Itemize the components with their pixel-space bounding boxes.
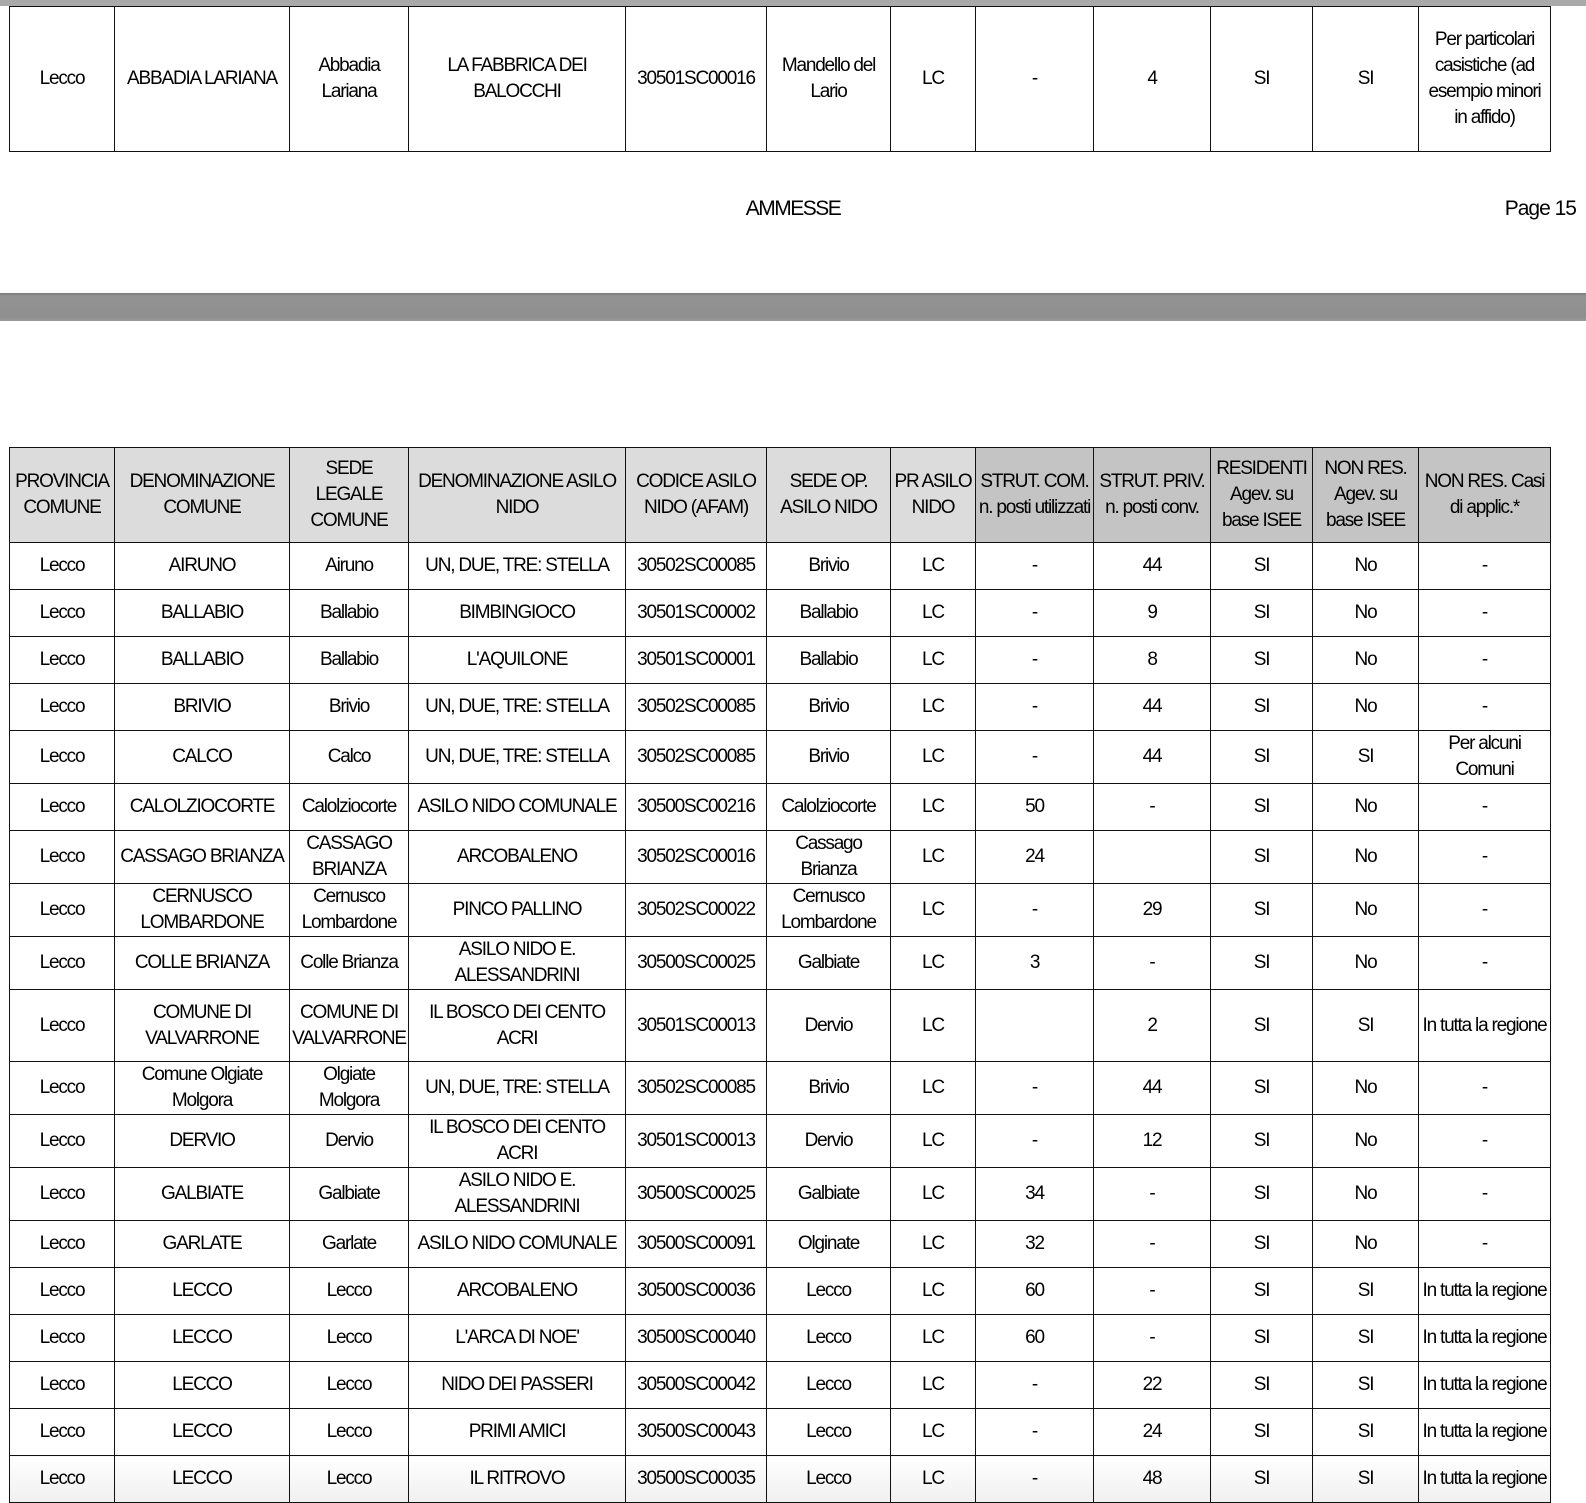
table-cell: Lecco: [10, 637, 115, 684]
table-cell: 2: [1094, 990, 1211, 1062]
table-cell: SI: [1211, 590, 1313, 637]
table-cell: No: [1313, 1115, 1419, 1168]
table-cell: SI: [1211, 1168, 1313, 1221]
table-cell: Ballabio: [767, 637, 891, 684]
table-cell: Lecco: [767, 1409, 891, 1456]
table-row: [10, 784, 1551, 831]
table-cell: LC: [891, 937, 976, 990]
table-cell: Lecco: [290, 1362, 409, 1409]
table-cell: Lecco: [10, 937, 115, 990]
table-cell: IL BOSCO DEI CENTO ACRI: [409, 990, 626, 1062]
table-cell: In tutta la regione: [1419, 1268, 1551, 1315]
header-non-res-agev: NON RES. Agev. su base ISEE: [1313, 448, 1419, 543]
table-cell: -: [976, 637, 1094, 684]
table-cell: 60: [976, 1268, 1094, 1315]
table-cell: In tutta la regione: [1419, 990, 1551, 1062]
table-cell: ARCOBALENO: [409, 831, 626, 884]
table-cell: GARLATE: [115, 1221, 290, 1268]
table-cell: ASILO NIDO COMUNALE: [409, 784, 626, 831]
table-cell: Lecco: [10, 1268, 115, 1315]
table-cell: Galbiate: [767, 1168, 891, 1221]
table-cell: ASILO NIDO COMUNALE: [409, 1221, 626, 1268]
table-cell: No: [1313, 543, 1419, 590]
table-cell: Lecco: [10, 7, 115, 152]
table-row: [10, 1409, 1551, 1456]
table-cell: LA FABBRICA DEI BALOCCHI: [409, 7, 626, 152]
table-cell: -: [976, 1456, 1094, 1503]
table-cell: LECCO: [115, 1409, 290, 1456]
table-cell: Dervio: [767, 990, 891, 1062]
table-cell: Olginate: [767, 1221, 891, 1268]
table-cell: Lecco: [10, 1062, 115, 1115]
table-cell: -: [976, 731, 1094, 784]
table-cell: Lecco: [10, 990, 115, 1062]
table-cell: Calolziocorte: [767, 784, 891, 831]
table-cell: 29: [1094, 884, 1211, 937]
table-row: [10, 884, 1551, 937]
table-cell: 30500SC00040: [626, 1315, 767, 1362]
table-cell: L'AQUILONE: [409, 637, 626, 684]
table-cell: No: [1313, 784, 1419, 831]
table-cell: Per alcuni Comuni: [1419, 731, 1551, 784]
table-cell: 30502SC00085: [626, 543, 767, 590]
table-cell: No: [1313, 937, 1419, 990]
table-cell: DERVIO: [115, 1115, 290, 1168]
table-cell: -: [1419, 1221, 1551, 1268]
table-cell: 30501SC00016: [626, 7, 767, 152]
table-cell: 30500SC00042: [626, 1362, 767, 1409]
table-cell: Lecco: [767, 1456, 891, 1503]
table-cell: SI: [1211, 990, 1313, 1062]
table-cell: CERNUSCO LOMBARDONE: [115, 884, 290, 937]
table-cell: Lecco: [10, 1221, 115, 1268]
header-residenti: RESIDENTI Agev. su base ISEE: [1211, 448, 1313, 543]
table-cell: 50: [976, 784, 1094, 831]
table-cell: SI: [1211, 884, 1313, 937]
table-cell: LC: [891, 1409, 976, 1456]
table-cell: Calolziocorte: [290, 784, 409, 831]
table-cell: 22: [1094, 1362, 1211, 1409]
table-cell: Lecco: [290, 1409, 409, 1456]
table-cell: SI: [1211, 784, 1313, 831]
table-cell: LECCO: [115, 1456, 290, 1503]
table-cell: SI: [1211, 1221, 1313, 1268]
table-cell: Calco: [290, 731, 409, 784]
table-cell: IL BOSCO DEI CENTO ACRI: [409, 1115, 626, 1168]
table-cell: Lecco: [290, 1268, 409, 1315]
table-cell: -: [1419, 543, 1551, 590]
table-cell: SI: [1211, 684, 1313, 731]
table-cell: LC: [891, 831, 976, 884]
table-cell: SI: [1211, 731, 1313, 784]
header-denominazione-asilo-nido: DENOMINAZIONE ASILO NIDO: [409, 448, 626, 543]
table-cell: Olgiate Molgora: [290, 1062, 409, 1115]
table-cell: 34: [976, 1168, 1094, 1221]
table-cell: Galbiate: [290, 1168, 409, 1221]
header-strut-priv: STRUT. PRIV. n. posti conv.: [1094, 448, 1211, 543]
table-cell: Lecco: [290, 1315, 409, 1362]
table-cell: SI: [1313, 1268, 1419, 1315]
table-cell: LC: [891, 684, 976, 731]
table-cell: LC: [891, 1221, 976, 1268]
table-cell: Ballabio: [290, 637, 409, 684]
table-cell: Lecco: [767, 1315, 891, 1362]
table-cell: SI: [1211, 937, 1313, 990]
table-cell: CALCO: [115, 731, 290, 784]
table-cell: NIDO DEI PASSERI: [409, 1362, 626, 1409]
table-cell: SI: [1313, 1456, 1419, 1503]
table-cell: UN, DUE, TRE: STELLA: [409, 731, 626, 784]
table-cell: 30501SC00002: [626, 590, 767, 637]
table-cell: -: [1419, 1062, 1551, 1115]
table-cell: No: [1313, 684, 1419, 731]
table-cell: -: [1419, 684, 1551, 731]
table-row: [10, 1315, 1551, 1362]
table-cell: SI: [1313, 1409, 1419, 1456]
table-cell: 4: [1094, 7, 1211, 152]
table-cell: BALLABIO: [115, 637, 290, 684]
header-strut-com: STRUT. COM. n. posti utilizzati: [976, 448, 1094, 543]
table-cell: UN, DUE, TRE: STELLA: [409, 1062, 626, 1115]
table-cell: Lecco: [10, 543, 115, 590]
table-cell: L'ARCA DI NOE': [409, 1315, 626, 1362]
table-cell: 30500SC00216: [626, 784, 767, 831]
table-row: [10, 1062, 1551, 1115]
table-cell: -: [1419, 637, 1551, 684]
table-cell: 12: [1094, 1115, 1211, 1168]
table-cell: 48: [1094, 1456, 1211, 1503]
table-cell: BIMBINGIOCO: [409, 590, 626, 637]
table-cell: Lecco: [10, 1409, 115, 1456]
table-cell: Airuno: [290, 543, 409, 590]
page-footer-title: AMMESSE: [745, 197, 841, 220]
table-cell: Lecco: [10, 1168, 115, 1221]
header-provincia-comune: PROVINCIA COMUNE: [10, 448, 115, 543]
table-cell: 24: [1094, 1409, 1211, 1456]
table-cell: 30502SC00085: [626, 1062, 767, 1115]
table-cell: Lecco: [10, 684, 115, 731]
table-cell: No: [1313, 831, 1419, 884]
table-cell: Mandello del Lario: [767, 7, 891, 152]
table-cell: No: [1313, 884, 1419, 937]
table-cell: Dervio: [767, 1115, 891, 1168]
table-cell: COMUNE DI VALVARRONE: [290, 990, 409, 1062]
table-cell: 30501SC00013: [626, 990, 767, 1062]
table-cell: 30502SC00016: [626, 831, 767, 884]
table-cell: No: [1313, 1221, 1419, 1268]
table-cell: 30500SC00035: [626, 1456, 767, 1503]
table-cell: 30500SC00025: [626, 1168, 767, 1221]
table-cell: LC: [891, 884, 976, 937]
table-cell: PRIMI AMICI: [409, 1409, 626, 1456]
table-cell: UN, DUE, TRE: STELLA: [409, 543, 626, 590]
table-cell: COLLE BRIANZA: [115, 937, 290, 990]
table-cell: 30500SC00043: [626, 1409, 767, 1456]
table-cell: Lecco: [10, 1315, 115, 1362]
table-row: [10, 1268, 1551, 1315]
table-cell: UN, DUE, TRE: STELLA: [409, 684, 626, 731]
table-cell: LC: [891, 590, 976, 637]
table-cell: 3: [976, 937, 1094, 990]
table-cell: LECCO: [115, 1315, 290, 1362]
table-cell: SI: [1211, 831, 1313, 884]
ammesse-table: [9, 447, 1551, 1503]
table-cell: LC: [891, 1268, 976, 1315]
table-row: [10, 831, 1551, 884]
table-cell: SI: [1313, 1315, 1419, 1362]
table-cell: Ballabio: [767, 590, 891, 637]
table-row: [10, 1168, 1551, 1221]
table-cell: 8: [1094, 637, 1211, 684]
table-cell: [1094, 831, 1211, 884]
table-cell: Abbadia Lariana: [290, 7, 409, 152]
table-cell: IL RITROVO: [409, 1456, 626, 1503]
table-row: [10, 543, 1551, 590]
table-cell: No: [1313, 1168, 1419, 1221]
table-cell: BRIVIO: [115, 684, 290, 731]
table-cell: -: [1094, 1168, 1211, 1221]
table-cell: 30500SC00091: [626, 1221, 767, 1268]
table-cell: BALLABIO: [115, 590, 290, 637]
table-cell: Brivio: [290, 684, 409, 731]
table-cell: LC: [891, 784, 976, 831]
table-cell: LC: [891, 1456, 976, 1503]
table-cell: -: [1094, 784, 1211, 831]
header-sede-legale-comune: SEDE LEGALE COMUNE: [290, 448, 409, 543]
table-cell: -: [1419, 590, 1551, 637]
table-cell: LC: [891, 731, 976, 784]
table-cell: LC: [891, 1115, 976, 1168]
table-cell: No: [1313, 590, 1419, 637]
table-cell: Colle Brianza: [290, 937, 409, 990]
table-cell: -: [1094, 1315, 1211, 1362]
table-header-row: [10, 448, 1551, 543]
table-row: [10, 1115, 1551, 1168]
table-cell: -: [1094, 1268, 1211, 1315]
table-row: [10, 1362, 1551, 1409]
table-cell: In tutta la regione: [1419, 1315, 1551, 1362]
table-cell: LC: [891, 990, 976, 1062]
table-cell: 44: [1094, 1062, 1211, 1115]
table-cell: -: [976, 543, 1094, 590]
table-cell: 30500SC00025: [626, 937, 767, 990]
table-cell: In tutta la regione: [1419, 1409, 1551, 1456]
table-cell: ABBADIA LARIANA: [115, 7, 290, 152]
table-row: [10, 731, 1551, 784]
table-cell: SI: [1211, 1062, 1313, 1115]
table-row: [10, 1221, 1551, 1268]
table-cell: CALOLZIOCORTE: [115, 784, 290, 831]
table-cell: LECCO: [115, 1268, 290, 1315]
table-cell: LC: [891, 543, 976, 590]
table-cell: SI: [1211, 1456, 1313, 1503]
table-cell: -: [1419, 937, 1551, 990]
table-cell: LC: [891, 1315, 976, 1362]
table-row: [10, 637, 1551, 684]
page-separator: [0, 293, 1586, 321]
table-cell: [976, 990, 1094, 1062]
table-cell: Lecco: [290, 1456, 409, 1503]
table-cell: LC: [891, 1168, 976, 1221]
table-cell: SI: [1211, 637, 1313, 684]
table-cell: 30502SC00022: [626, 884, 767, 937]
table-cell: -: [1419, 1168, 1551, 1221]
table-cell: COMUNE DI VALVARRONE: [115, 990, 290, 1062]
table-cell: Ballabio: [290, 590, 409, 637]
table-cell: 30500SC00036: [626, 1268, 767, 1315]
table-cell: CASSAGO BRIANZA: [115, 831, 290, 884]
table-cell: GALBIATE: [115, 1168, 290, 1221]
table-cell: -: [976, 7, 1094, 152]
table-cell: 60: [976, 1315, 1094, 1362]
table-cell: 30502SC00085: [626, 731, 767, 784]
table-row: [10, 990, 1551, 1062]
table-cell: Lecco: [10, 784, 115, 831]
table-cell: 30501SC00001: [626, 637, 767, 684]
table-cell: -: [1419, 831, 1551, 884]
table-cell: 44: [1094, 731, 1211, 784]
table-cell: SI: [1313, 731, 1419, 784]
table-cell: -: [976, 1115, 1094, 1168]
table-cell: PINCO PALLINO: [409, 884, 626, 937]
table-cell: Dervio: [290, 1115, 409, 1168]
table-cell: LC: [891, 1362, 976, 1409]
table-cell: Lecco: [10, 831, 115, 884]
table-cell: ASILO NIDO E. ALESSANDRINI: [409, 1168, 626, 1221]
table-cell: LC: [891, 637, 976, 684]
table-row: [10, 684, 1551, 731]
table-cell: SI: [1211, 1409, 1313, 1456]
table-cell: -: [1419, 1115, 1551, 1168]
table-cell: 44: [1094, 543, 1211, 590]
table-cell: SI: [1211, 1315, 1313, 1362]
header-pr-asilo-nido: PR ASILO NIDO: [891, 448, 976, 543]
table-cell: 24: [976, 831, 1094, 884]
table-cell: -: [1419, 784, 1551, 831]
table-row: [10, 590, 1551, 637]
table-cell: Lecco: [767, 1362, 891, 1409]
header-codice-asilo-nido: CODICE ASILO NIDO (AFAM): [626, 448, 767, 543]
table-cell: In tutta la regione: [1419, 1362, 1551, 1409]
header-non-res-casi: NON RES. Casi di applic.*: [1419, 448, 1551, 543]
table-cell: Cernusco Lombardone: [767, 884, 891, 937]
table-cell: LC: [891, 1062, 976, 1115]
table-cell: Cassago Brianza: [767, 831, 891, 884]
table-cell: ASILO NIDO E. ALESSANDRINI: [409, 937, 626, 990]
table-cell: Brivio: [767, 543, 891, 590]
table-cell: -: [976, 884, 1094, 937]
table-cell: Lecco: [10, 1362, 115, 1409]
table-cell: Lecco: [10, 1456, 115, 1503]
table-cell: Garlate: [290, 1221, 409, 1268]
table-cell: SI: [1211, 1362, 1313, 1409]
table-cell: Brivio: [767, 731, 891, 784]
table-cell: Lecco: [10, 884, 115, 937]
previous-page-table: [9, 6, 1551, 152]
table-cell: Lecco: [10, 1115, 115, 1168]
header-sede-op-asilo-nido: SEDE OP. ASILO NIDO: [767, 448, 891, 543]
table-cell: 44: [1094, 684, 1211, 731]
table-cell: SI: [1211, 1115, 1313, 1168]
table-cell: SI: [1313, 1362, 1419, 1409]
table-cell: -: [976, 1362, 1094, 1409]
table-cell: ARCOBALENO: [409, 1268, 626, 1315]
table-cell: SI: [1313, 990, 1419, 1062]
table-cell: -: [1094, 937, 1211, 990]
table-cell: SI: [1313, 7, 1419, 152]
table-cell: LECCO: [115, 1362, 290, 1409]
page-number: Page 15: [1504, 197, 1576, 220]
table-cell: Lecco: [767, 1268, 891, 1315]
table-cell: -: [976, 684, 1094, 731]
table-cell: 30501SC00013: [626, 1115, 767, 1168]
table-cell: -: [976, 1062, 1094, 1115]
table-row: [10, 1456, 1551, 1503]
table-cell: 30502SC00085: [626, 684, 767, 731]
table-cell: SI: [1211, 543, 1313, 590]
table-cell: No: [1313, 637, 1419, 684]
table-cell: In tutta la regione: [1419, 1456, 1551, 1503]
table-cell: Lecco: [10, 590, 115, 637]
table-cell: CASSAGO BRIANZA: [290, 831, 409, 884]
table-cell: -: [976, 1409, 1094, 1456]
table-cell: AIRUNO: [115, 543, 290, 590]
table-row: [10, 937, 1551, 990]
table-cell: No: [1313, 1062, 1419, 1115]
table-cell: Lecco: [10, 731, 115, 784]
table-cell: -: [1094, 1221, 1211, 1268]
table-cell: Brivio: [767, 1062, 891, 1115]
table-cell: Brivio: [767, 684, 891, 731]
table-cell: SI: [1211, 7, 1313, 152]
table-cell: Cernusco Lombardone: [290, 884, 409, 937]
table-cell: 32: [976, 1221, 1094, 1268]
table-cell: Galbiate: [767, 937, 891, 990]
table-cell: -: [976, 590, 1094, 637]
header-denominazione-comune: DENOMINAZIONE COMUNE: [115, 448, 290, 543]
table-cell: SI: [1211, 1268, 1313, 1315]
table-cell: LC: [891, 7, 976, 152]
table-cell: Comune Olgiate Molgora: [115, 1062, 290, 1115]
table-cell: -: [1419, 884, 1551, 937]
table-cell: 9: [1094, 590, 1211, 637]
table-cell: Per particolari casistiche (ad esempio minori in affido): [1419, 7, 1551, 152]
table-row: [10, 7, 1551, 152]
